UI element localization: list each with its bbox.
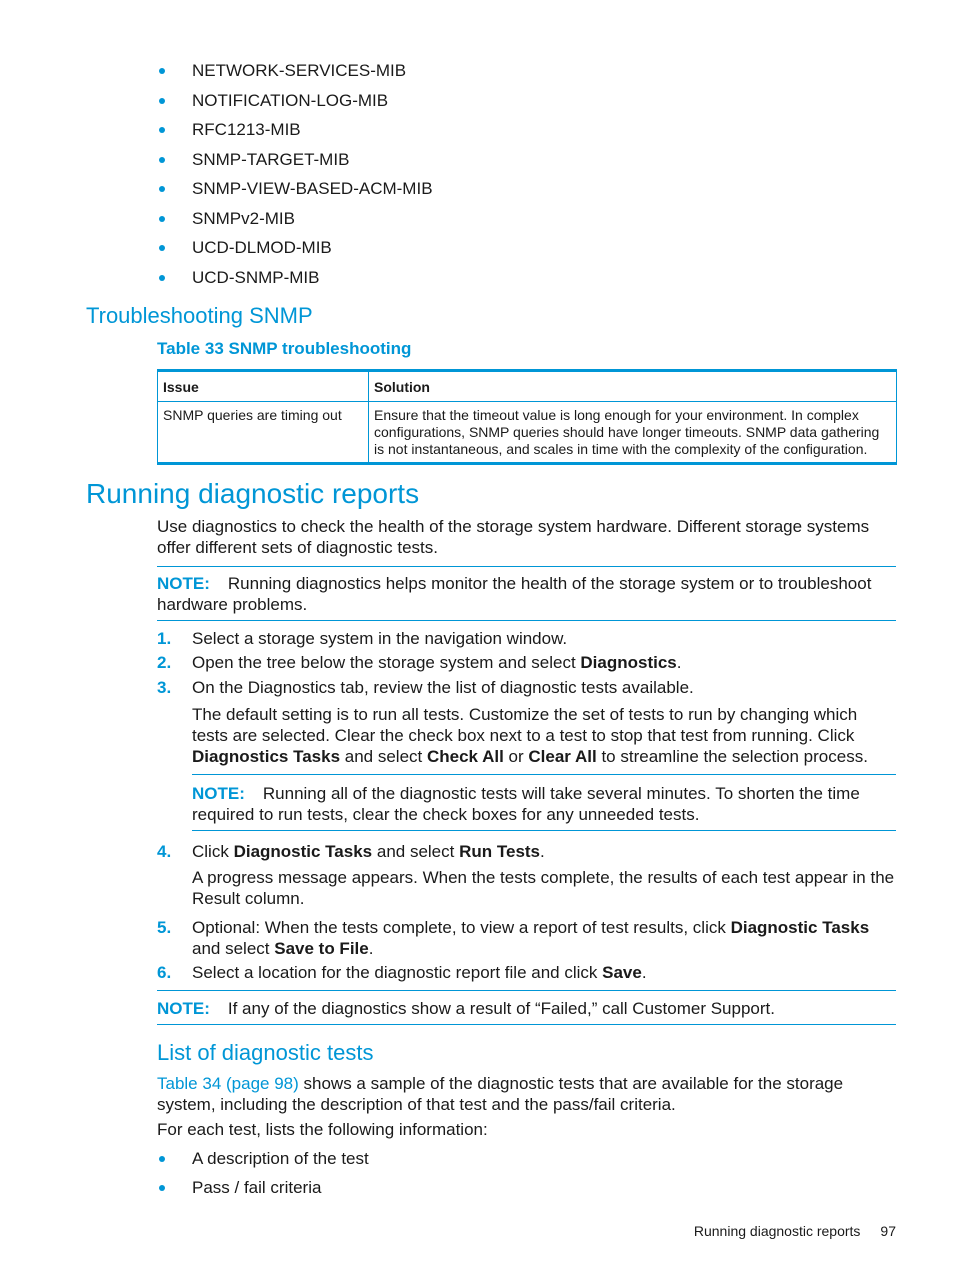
diagnostics-heading: Running diagnostic reports xyxy=(86,478,420,509)
list-item: NOTIFICATION-LOG-MIB xyxy=(157,90,433,111)
table-caption: Table 33 SNMP troubleshooting xyxy=(157,339,412,358)
note-label: NOTE: xyxy=(192,784,245,803)
list-item: UCD-SNMP-MIB xyxy=(157,267,433,288)
list-tests-heading: List of diagnostic tests xyxy=(157,1040,374,1065)
bullet-icon xyxy=(159,68,165,74)
bullet-icon xyxy=(159,127,165,133)
bullet-icon xyxy=(159,1156,165,1162)
note-text: If any of the diagnostics show a result of “Failed,” call Customer Support. xyxy=(227,999,775,1018)
note-box xyxy=(157,566,896,621)
list-item: SNMP-TARGET-MIB xyxy=(157,149,433,170)
note-label: NOTE: xyxy=(157,574,210,593)
diagnostics-intro: Use diagnostics to check the health of the storage system hardware. Different storage systems offer different sets of diagnostic tests. xyxy=(157,517,870,557)
snmp-troubleshooting-table xyxy=(157,369,897,465)
step-5: 5. Optional: When the tests complete, to view a report of test results, click Diagnostic Tasks and select Save to File. xyxy=(157,918,870,958)
bullet-icon xyxy=(159,98,165,104)
issue-cell: SNMP queries are timing out xyxy=(158,402,369,464)
list-item: SNMP-VIEW-BASED-ACM-MIB xyxy=(157,178,433,199)
list-item: SNMPv2-MIB xyxy=(157,208,433,229)
list-item: A description of the test xyxy=(157,1148,369,1169)
note-box xyxy=(192,774,896,831)
bullet-icon xyxy=(159,186,165,192)
note-text: Running all of the diagnostic tests will take several minutes. To shorten the time required to run tests, clear the check boxes for any unneeded tests. xyxy=(192,784,860,824)
note-box xyxy=(157,990,896,1025)
step-4-detail: A progress message appears. When the tests complete, the results of each test appear in the Result column. xyxy=(192,868,895,908)
list-item: RFC1213-MIB xyxy=(157,119,433,140)
table-row xyxy=(158,402,897,464)
bullet-icon xyxy=(159,1185,165,1191)
bullet-icon xyxy=(159,157,165,163)
list-tests-lead: For each test, lists the following information: xyxy=(157,1120,488,1139)
test-info-list xyxy=(157,1148,369,1198)
step-4: 4. Click Diagnostic Tasks and select Run Tests. xyxy=(157,842,545,861)
bullet-icon xyxy=(159,245,165,251)
bullet-icon xyxy=(159,216,165,222)
footer-section: Running diagnostic reports xyxy=(693,1223,861,1239)
bullet-icon xyxy=(159,275,165,281)
step-6: 6. Select a location for the diagnostic report file and click Save. xyxy=(157,963,647,982)
solution-cell: Ensure that the timeout value is long enough for your environment. In complex configurations, SNMP queries should have longer timeouts. SNMP data gathering is not instantaneous, and scales in time with the complexity of the configuration. xyxy=(369,402,897,464)
list-tests-intro: Table 34 (page 98) shows a sample of the diagnostic tests that are available for the storage system, including the description of that test and the pass/fail criteria. xyxy=(157,1074,844,1114)
list-item: Pass / fail criteria xyxy=(157,1177,369,1198)
step-3-detail: The default setting is to run all tests. Customize the set of tests to run by changing which tests are selected. Clear the check box next to a test to stop that test from running. Click Diagnostics Tasks and select Check All or Clear All to streamline the selection process. xyxy=(192,705,868,766)
mib-list xyxy=(157,60,433,288)
troubleshooting-heading: Troubleshooting SNMP xyxy=(86,303,313,328)
note-text: Running diagnostics helps monitor the health of the storage system or to troubleshoot hardware problems. xyxy=(157,574,872,614)
column-header-solution: Solution xyxy=(369,371,897,402)
step-1: 1. Select a storage system in the navigation window. xyxy=(157,629,568,648)
page-number: 97 xyxy=(880,1223,896,1239)
page-footer xyxy=(694,1223,896,1239)
step-2: 2. Open the tree below the storage system and select Diagnostics. xyxy=(157,653,682,672)
list-item: UCD-DLMOD-MIB xyxy=(157,237,433,258)
step-3: 3. On the Diagnostics tab, review the list of diagnostic tests available. xyxy=(157,678,694,697)
column-header-issue: Issue xyxy=(158,371,369,402)
list-item: NETWORK-SERVICES-MIB xyxy=(157,60,433,81)
table-34-link[interactable]: Table 34 (page 98) xyxy=(157,1074,299,1093)
table-header-row xyxy=(158,371,897,402)
note-label: NOTE: xyxy=(157,999,210,1018)
